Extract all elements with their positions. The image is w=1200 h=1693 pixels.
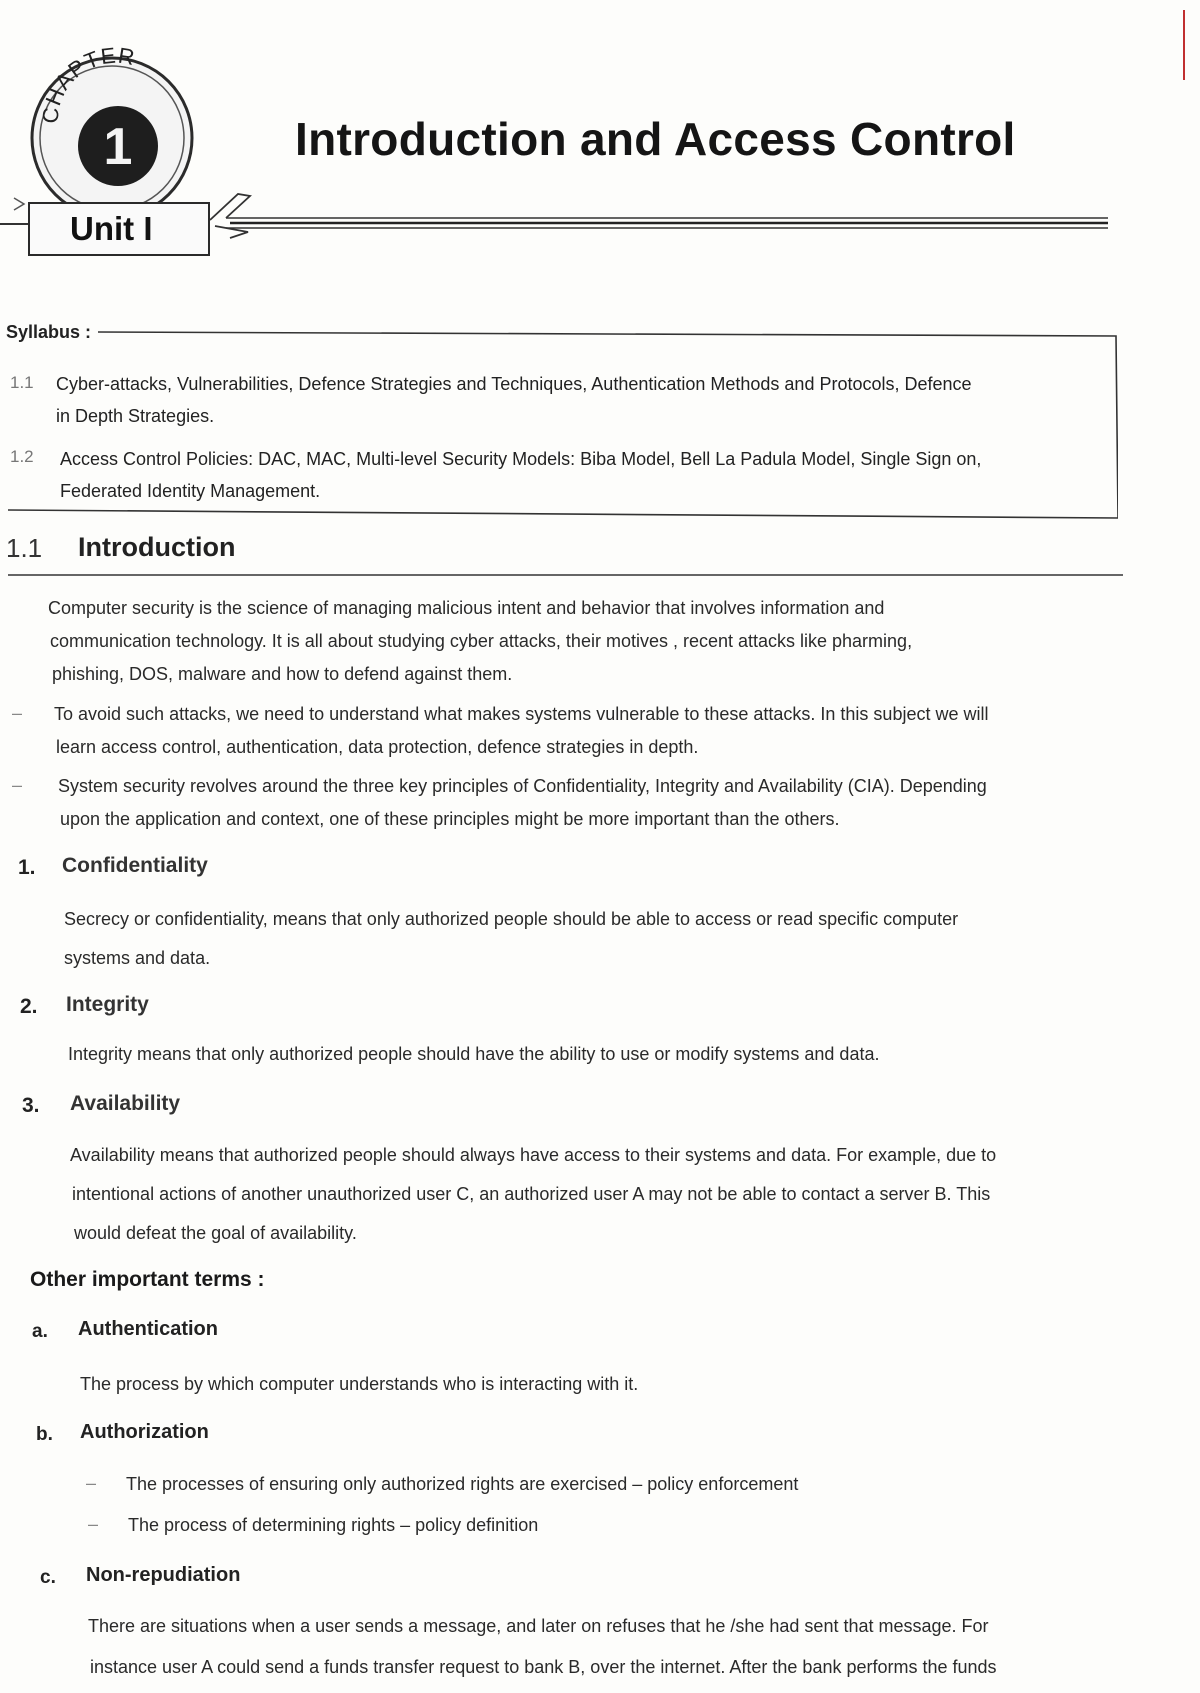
unit-label: Unit I [70,210,153,247]
term-heading: Non-repudiation [86,1564,241,1586]
principle-heading: Confidentiality [62,854,208,877]
term-heading: Authorization [80,1421,209,1443]
principle-text-line: intentional actions of another unauthorized user C, an authorized user A may not be able to contact a server B. This [72,1184,991,1204]
syllabus-item-line: Federated Identity Management. [60,481,321,501]
term-letter: a. [32,1321,48,1342]
bullet-dash: – [12,775,23,795]
bullet-dash: – [88,1514,99,1534]
intro-paragraph-line: communication technology. It is all about studying cyber attacks, their motives , recent attacks like pharming, [50,631,913,651]
principle-text-line: systems and data. [64,948,211,968]
other-terms-heading: Other important terms : [30,1268,265,1291]
term-letter: c. [40,1567,56,1588]
term-text-line: The process by which computer understands who is interacting with it. [80,1374,639,1394]
term-bullet: The processes of ensuring only authorized rights are exercised – policy enforcement [126,1474,799,1494]
principle-text-line: Secrecy or confidentiality, means that only authorized people should be able to access or read specific computer [64,909,959,929]
intro-paragraph-line: System security revolves around the three key principles of Confidentiality, Integrity and Availability (CIA). Depending [58,776,987,796]
intro-paragraph-line: learn access control, authentication, data protection, defence strategies in depth. [56,737,699,757]
syllabus-item-num: 1.1 [10,373,34,392]
section-rule [8,574,1123,576]
chapter-badge-label: CHAPTER [37,42,138,125]
chapter-title: Introduction and Access Control [295,113,1016,165]
syllabus-label: Syllabus : [6,322,92,342]
bullet-dash: – [12,703,23,723]
intro-paragraph-line: Computer security is the science of managing malicious intent and behavior that involves information and [48,598,885,618]
term-bullet: The process of determining rights – policy definition [128,1515,539,1535]
chapter-number: 1 [103,118,133,176]
syllabus-item-line: in Depth Strategies. [56,406,215,426]
principle-text-line: Availability means that authorized people should always have access to their systems and data. For example, due to [70,1145,997,1165]
syllabus-item-num: 1.2 [10,447,34,466]
principle-heading: Availability [70,1092,181,1115]
section-number: 1.1 [6,533,43,563]
principle-heading: Integrity [66,993,149,1016]
intro-paragraph-line: upon the application and context, one of these principles might be more important than the others. [60,809,840,829]
principle-text-line: would defeat the goal of availability. [74,1223,357,1243]
principle-number: 2. [20,995,38,1018]
term-text-line: instance user A could send a funds transfer request to bank B, over the internet. After the bank performs the funds [90,1657,997,1677]
bullet-dash: – [86,1473,97,1493]
margin-pen-mark [1183,10,1185,80]
principle-number: 1. [18,856,36,879]
term-letter: b. [36,1424,53,1445]
section-title: Introduction [78,532,236,562]
principle-text-line: Integrity means that only authorized people should have the ability to use or modify systems and data. [68,1044,880,1064]
term-text-line: There are situations when a user sends a message, and later on refuses that he /she had sent that message. For [88,1616,989,1636]
principle-number: 3. [22,1094,40,1117]
term-heading: Authentication [78,1318,218,1340]
syllabus-item-line: Access Control Policies: DAC, MAC, Multi-level Security Models: Biba Model, Bell La Padula Model, Single Sign on, [60,449,982,469]
syllabus-item-line: Cyber-attacks, Vulnerabilities, Defence Strategies and Techniques, Authentication Methods and Protocols, Defence [56,374,972,394]
intro-paragraph-line: To avoid such attacks, we need to understand what makes systems vulnerable to these attacks. In this subject we will [54,704,989,724]
intro-paragraph-line: phishing, DOS, malware and how to defend against them. [52,664,513,684]
